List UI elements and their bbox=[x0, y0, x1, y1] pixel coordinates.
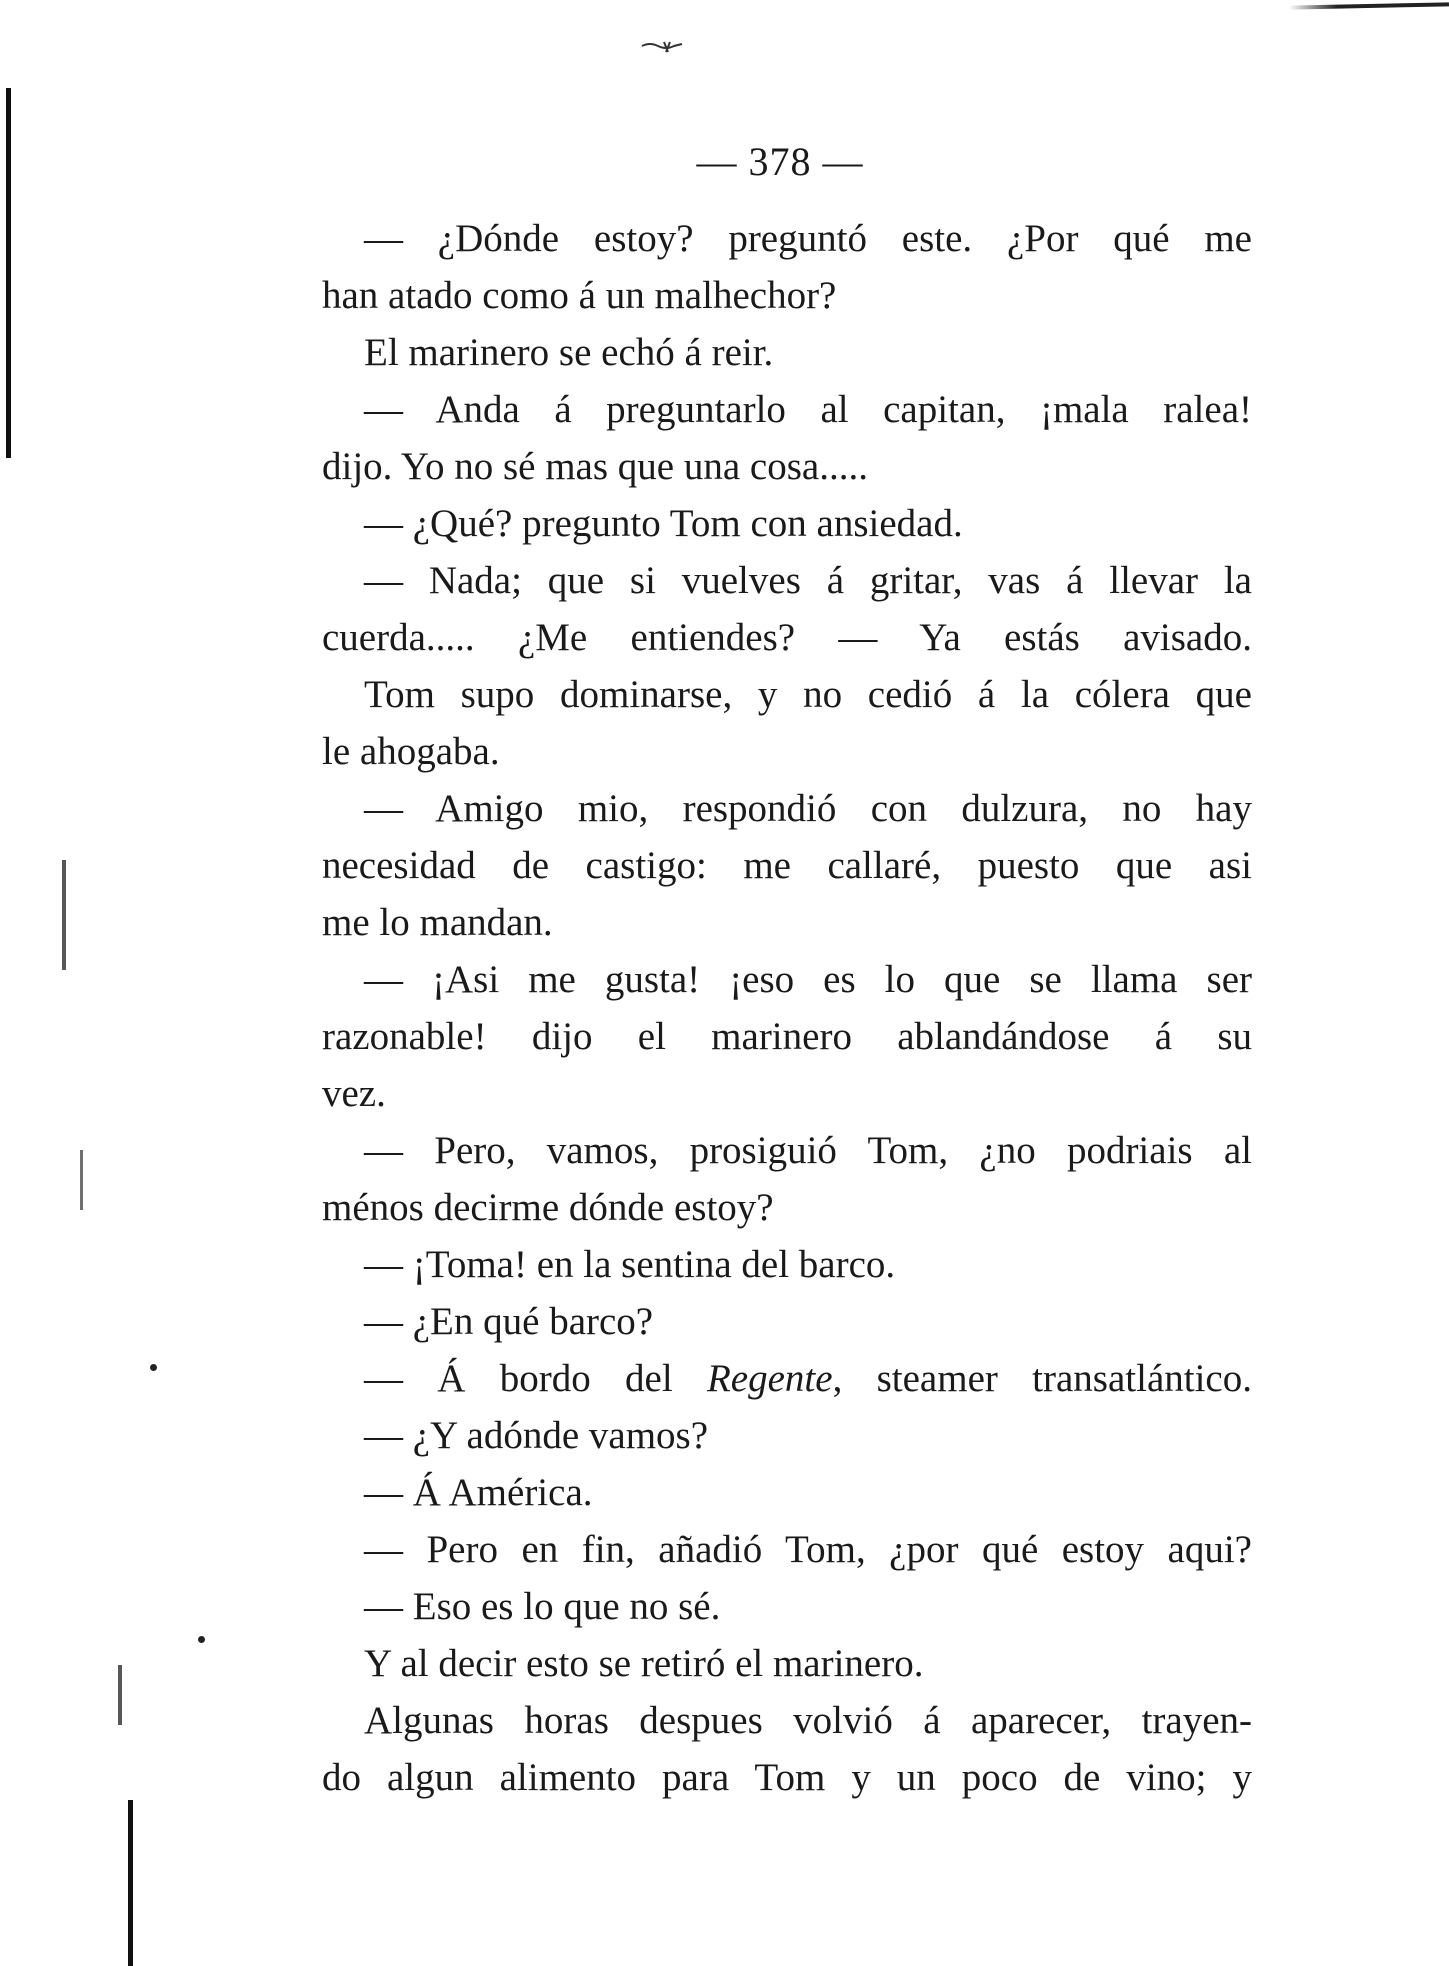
binding-shadow bbox=[80, 1150, 83, 1210]
text-line: cuerda..... ¿Me entiendes? — Ya estás avisado. bbox=[322, 616, 1252, 659]
text-line: — ¿Qué? pregunto Tom con ansiedad. bbox=[364, 502, 963, 545]
text-line: — ¿Y adónde vamos? bbox=[364, 1414, 709, 1457]
text-line: dijo. Yo no sé mas que una cosa..... bbox=[322, 445, 868, 488]
text-line: — Á América. bbox=[364, 1471, 593, 1514]
text-line: necesidad de castigo: me callaré, puesto que asi bbox=[322, 844, 1252, 887]
text-line: — ¿En qué barco? bbox=[364, 1300, 654, 1343]
text-line: han atado como á un malhechor? bbox=[322, 274, 837, 317]
text-line: — Pero, vamos, prosiguió Tom, ¿no podriais al bbox=[364, 1129, 1252, 1172]
ink-speck bbox=[198, 1636, 205, 1643]
text-line: ménos decirme dónde estoy? bbox=[322, 1186, 774, 1229]
text-line: — Eso es lo que no sé. bbox=[364, 1585, 721, 1628]
text-line: — Amigo mio, respondió con dulzura, no hay bbox=[364, 787, 1252, 830]
binding-shadow bbox=[62, 860, 66, 970]
text-line: Tom supo dominarse, y no cedió á la cólera que bbox=[364, 673, 1252, 716]
text-line: — Pero en fin, añadió Tom, ¿por qué estoy aqui? bbox=[364, 1528, 1252, 1571]
text-line: — Nada; que si vuelves á gritar, vas á llevar la bbox=[364, 559, 1252, 602]
binding-shadow bbox=[118, 1665, 122, 1725]
text-line: do algun alimento para Tom y un poco de vino; y bbox=[322, 1756, 1252, 1799]
text-line: razonable! dijo el marinero ablandándose á su bbox=[322, 1015, 1252, 1058]
text-line: me lo mandan. bbox=[322, 901, 553, 944]
text-line: El marinero se echó á reir. bbox=[364, 331, 774, 374]
text-line: — ¡Asi me gusta! ¡eso es lo que se llama ser bbox=[364, 958, 1252, 1001]
text-fragment: — Á bordo del bbox=[364, 1357, 707, 1400]
body-text bbox=[322, 210, 1252, 1806]
text-line: Algunas horas despues volvió á aparecer, trayen- bbox=[364, 1699, 1252, 1742]
scan-edge-mark bbox=[1289, 2, 1449, 9]
text-line: — ¿Dónde estoy? preguntó este. ¿Por qué me bbox=[364, 217, 1252, 260]
binding-shadow bbox=[128, 1800, 133, 1966]
text-line: le ahogaba. bbox=[322, 730, 500, 773]
text-line: — Anda á preguntarlo al capitan, ¡mala ralea! bbox=[364, 388, 1252, 431]
text-line: — ¡Toma! en la sentina del barco. bbox=[364, 1243, 896, 1286]
text-line: vez. bbox=[322, 1072, 386, 1115]
ink-speck bbox=[150, 1364, 157, 1371]
ship-name: Regente bbox=[706, 1357, 833, 1400]
text-line: Y al decir esto se retiró el marinero. bbox=[364, 1642, 924, 1685]
text-line bbox=[322, 1350, 1252, 1407]
printer-ornament bbox=[640, 40, 684, 54]
text-fragment: , steamer transatlántico. bbox=[832, 1357, 1252, 1400]
page-number: — 378 — bbox=[696, 139, 864, 184]
